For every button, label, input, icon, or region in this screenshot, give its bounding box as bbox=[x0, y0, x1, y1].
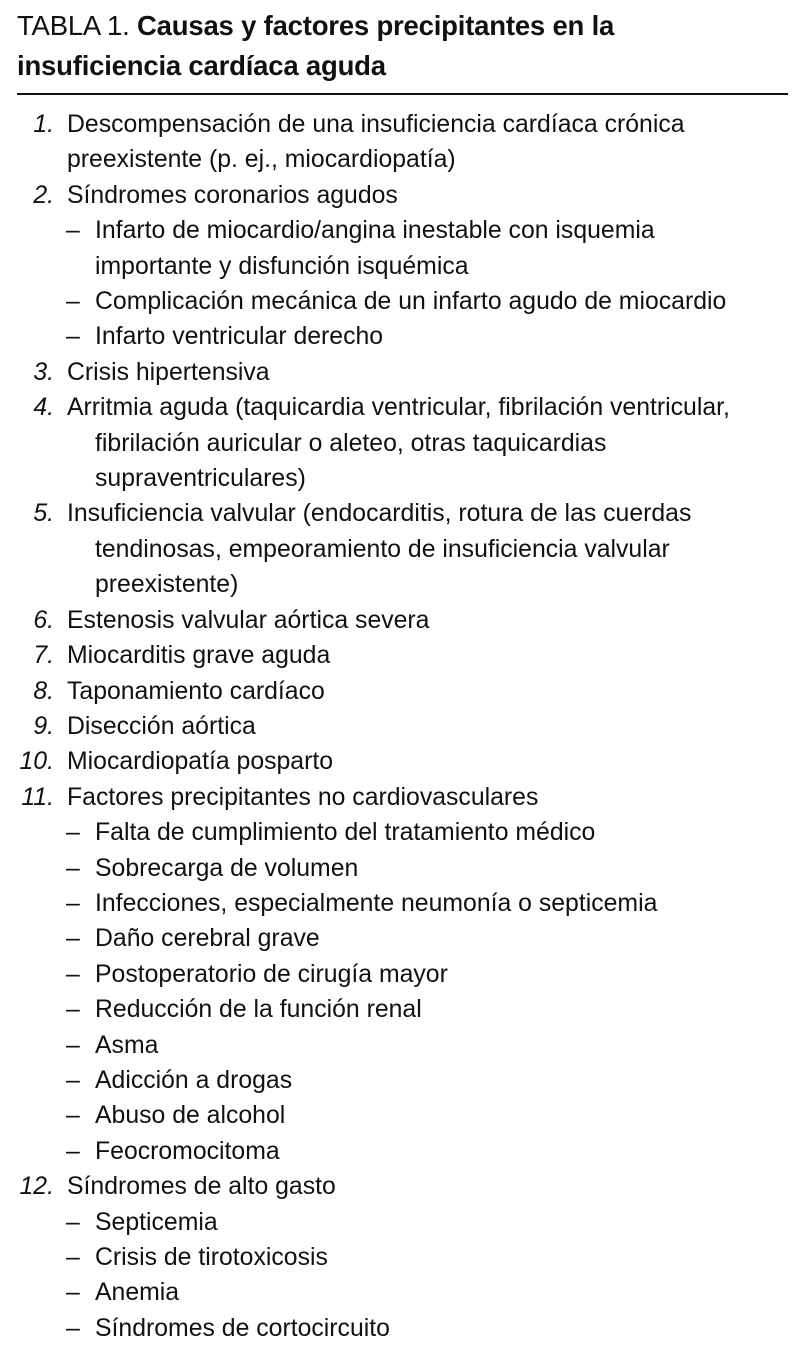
item-text-line: Arritmia aguda (taquicardia ventricular, fibrilación ventricular, bbox=[67, 394, 730, 422]
list-item bbox=[0, 780, 792, 815]
item-text bbox=[67, 603, 782, 638]
item-text bbox=[67, 709, 782, 744]
dash-bullet: – bbox=[66, 889, 80, 917]
item-number: 3. bbox=[33, 358, 54, 386]
list-item bbox=[0, 603, 792, 638]
dash-bullet: – bbox=[66, 1279, 80, 1307]
item-text bbox=[67, 496, 782, 602]
item-text-line: Factores precipitantes no cardiovasculares bbox=[67, 783, 539, 811]
sub-item-text: importante y disfunción isquémica bbox=[95, 252, 469, 280]
sub-list-item bbox=[0, 1098, 792, 1133]
list-item bbox=[0, 390, 792, 496]
sub-list-item bbox=[0, 1028, 792, 1063]
dash-bullet: – bbox=[66, 1314, 80, 1342]
sub-list-item bbox=[0, 213, 792, 284]
item-number: 4. bbox=[33, 394, 54, 422]
item-number: 2. bbox=[33, 181, 54, 209]
dash-bullet: – bbox=[66, 1244, 80, 1271]
item-number: 12. bbox=[19, 1173, 54, 1201]
list-item bbox=[0, 744, 792, 779]
item-text bbox=[67, 638, 782, 673]
sub-list-item bbox=[0, 992, 792, 1027]
list-item bbox=[0, 496, 792, 602]
sub-item-text: Septicemia bbox=[95, 1208, 218, 1236]
sub-item-text: Daño cerebral grave bbox=[95, 925, 320, 953]
dash-bullet: – bbox=[66, 996, 80, 1024]
item-text bbox=[67, 744, 782, 779]
sub-item-text: Postoperatorio de cirugía mayor bbox=[95, 960, 448, 988]
item-text-line: Descompensación de una insuficiencia cardíaca crónica bbox=[67, 111, 685, 138]
sub-list-item bbox=[0, 815, 792, 850]
item-text-line: Taponamiento cardíaco bbox=[67, 677, 325, 705]
item-text-line: Insuficiencia valvular (endocarditis, rotura de las cuerdas bbox=[67, 500, 692, 528]
list-item bbox=[0, 709, 792, 744]
item-text bbox=[67, 1169, 782, 1204]
dash-bullet: – bbox=[66, 819, 80, 847]
sub-item-text: Sobrecarga de volumen bbox=[95, 854, 359, 882]
sub-list-item bbox=[0, 851, 792, 886]
item-number: 5. bbox=[33, 500, 54, 528]
sub-list-item bbox=[0, 886, 792, 921]
sub-list-item bbox=[0, 1063, 792, 1098]
item-text-line: tendinosas, empeoramiento de insuficiencia valvular bbox=[95, 535, 670, 563]
item-text bbox=[67, 674, 782, 709]
sub-list-item bbox=[0, 319, 792, 354]
sub-list-item bbox=[0, 921, 792, 956]
item-text bbox=[67, 780, 782, 815]
sub-list-item bbox=[0, 1134, 792, 1169]
dash-bullet: – bbox=[66, 925, 80, 953]
sub-item-text: Feocromocitoma bbox=[95, 1137, 280, 1165]
sub-list-item bbox=[0, 1275, 792, 1310]
sub-item-text: Infecciones, especialmente neumonía o septicemia bbox=[95, 889, 658, 917]
sub-item-text: Complicación mecánica de un infarto agudo de miocardio bbox=[95, 288, 727, 316]
dash-bullet: – bbox=[66, 1031, 80, 1059]
item-number: 8. bbox=[33, 677, 54, 705]
dash-bullet: – bbox=[66, 323, 80, 351]
sub-item-text: Adicción a drogas bbox=[95, 1066, 293, 1094]
dash-bullet: – bbox=[66, 960, 80, 988]
title-divider bbox=[17, 93, 788, 95]
item-text-line: Estenosis valvular aórtica severa bbox=[67, 606, 430, 634]
item-text bbox=[67, 390, 782, 496]
dash-bullet: – bbox=[66, 1208, 80, 1236]
item-number: 11. bbox=[21, 783, 54, 811]
item-text-line: Síndromes de alto gasto bbox=[67, 1173, 336, 1201]
item-text-line: preexistente) bbox=[95, 571, 239, 599]
sub-item-text: Reducción de la función renal bbox=[95, 996, 422, 1024]
item-text bbox=[67, 178, 782, 213]
item-number: 1. bbox=[33, 111, 54, 138]
dash-bullet: – bbox=[66, 1102, 80, 1130]
sub-item-text: Abuso de alcohol bbox=[95, 1102, 286, 1130]
item-text-line: Disección aórtica bbox=[67, 712, 256, 740]
item-text-line: fibrilación auricular o aleteo, otras taquicardias bbox=[95, 429, 607, 457]
causes-list bbox=[0, 107, 792, 1346]
item-number: 9. bbox=[33, 712, 54, 740]
sub-list-item bbox=[0, 1311, 792, 1346]
dash-bullet: – bbox=[66, 288, 80, 316]
item-text-line: Crisis hipertensiva bbox=[67, 358, 270, 386]
sub-item-text: Infarto ventricular derecho bbox=[95, 323, 384, 351]
item-number: 7. bbox=[33, 642, 54, 670]
item-text-line: Miocarditis grave aguda bbox=[67, 642, 331, 670]
sub-item-text: Falta de cumplimiento del tratamiento médico bbox=[95, 819, 596, 847]
item-text bbox=[67, 355, 782, 390]
list-item bbox=[0, 355, 792, 390]
item-text-line: preexistente (p. ej., miocardiopatía) bbox=[67, 146, 456, 174]
item-text-line: supraventriculares) bbox=[95, 465, 306, 493]
item-number: 6. bbox=[33, 606, 54, 634]
sub-list-item bbox=[0, 957, 792, 992]
sub-item-text: Anemia bbox=[95, 1279, 180, 1307]
sub-item-text: Asma bbox=[95, 1031, 159, 1059]
list-item bbox=[0, 178, 792, 213]
sub-list-item bbox=[0, 284, 792, 319]
sub-list-item bbox=[0, 1240, 792, 1275]
item-number: 10. bbox=[19, 748, 54, 776]
table-caption-line-2: insuficiencia cardíaca aguda bbox=[17, 50, 386, 81]
item-text-line: Síndromes coronarios agudos bbox=[67, 181, 398, 209]
table-label: TABLA 1. bbox=[17, 10, 130, 41]
list-item bbox=[0, 638, 792, 673]
table-title bbox=[17, 6, 777, 86]
list-item bbox=[0, 1169, 792, 1204]
list-item bbox=[0, 107, 792, 178]
list-item bbox=[0, 674, 792, 709]
item-text-line: Miocardiopatía posparto bbox=[67, 748, 334, 776]
sub-item-text: Infarto de miocardio/angina inestable con isquemia bbox=[95, 217, 655, 245]
dash-bullet: – bbox=[66, 217, 80, 245]
table-caption-line-1: Causas y factores precipitantes en la bbox=[137, 10, 615, 41]
sub-list-item bbox=[0, 1205, 792, 1240]
sub-item-text: Crisis de tirotoxicosis bbox=[95, 1244, 328, 1271]
dash-bullet: – bbox=[66, 1066, 80, 1094]
dash-bullet: – bbox=[66, 854, 80, 882]
dash-bullet: – bbox=[66, 1137, 80, 1165]
sub-item-text: Síndromes de cortocircuito bbox=[95, 1314, 390, 1342]
item-text bbox=[67, 107, 782, 178]
